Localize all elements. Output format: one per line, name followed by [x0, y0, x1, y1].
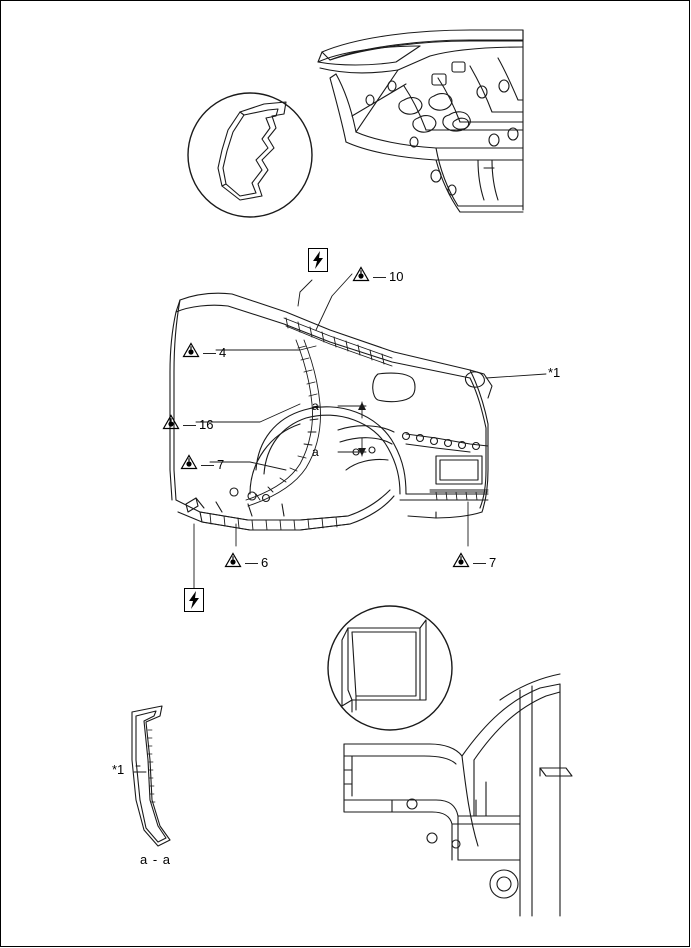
upper-body-fragment [318, 30, 523, 212]
asterisk-label-right: *1 [548, 365, 561, 380]
lightning-bolt-icon-bottom [184, 588, 204, 612]
callout-number: 6 [261, 555, 269, 570]
detail-circle-lower [328, 606, 452, 730]
asterisk-label-section: *1 [112, 762, 125, 777]
section-cut-label-top: a [312, 399, 319, 413]
callout-dash: — [373, 269, 386, 284]
section-view-label: a - a [140, 852, 172, 867]
torque-triangle-icon [224, 552, 242, 573]
torque-triangle-icon [182, 342, 200, 363]
callout-4 [182, 342, 226, 363]
torque-triangle-icon [452, 552, 470, 573]
callout-16 [162, 414, 213, 435]
torque-triangle-icon [180, 454, 198, 475]
main-quarter-panel [170, 293, 492, 530]
callout-dash: — [203, 345, 216, 360]
callout-dash: — [201, 457, 214, 472]
leader-lines [194, 274, 546, 592]
section-profile-aa [132, 706, 170, 846]
callout-dash: — [183, 417, 196, 432]
callout-6 [224, 552, 268, 573]
callout-number: 10 [389, 269, 404, 284]
lightning-bolt-icon-top [308, 248, 328, 272]
callout-dash: — [473, 555, 486, 570]
callout-dash: — [245, 555, 258, 570]
callout-number: 4 [219, 345, 227, 360]
lower-body-fragment [344, 674, 572, 916]
callout-7-left [180, 454, 224, 475]
torque-triangle-icon [352, 266, 370, 287]
callout-number: 7 [217, 457, 225, 472]
callout-number: 16 [199, 417, 214, 432]
section-cut-label-bottom: a [312, 445, 319, 459]
detail-circle-upper [188, 93, 312, 217]
torque-triangle-icon [162, 414, 180, 435]
callout-7-right [452, 552, 496, 573]
callout-10 [352, 266, 403, 287]
callout-number: 7 [489, 555, 497, 570]
